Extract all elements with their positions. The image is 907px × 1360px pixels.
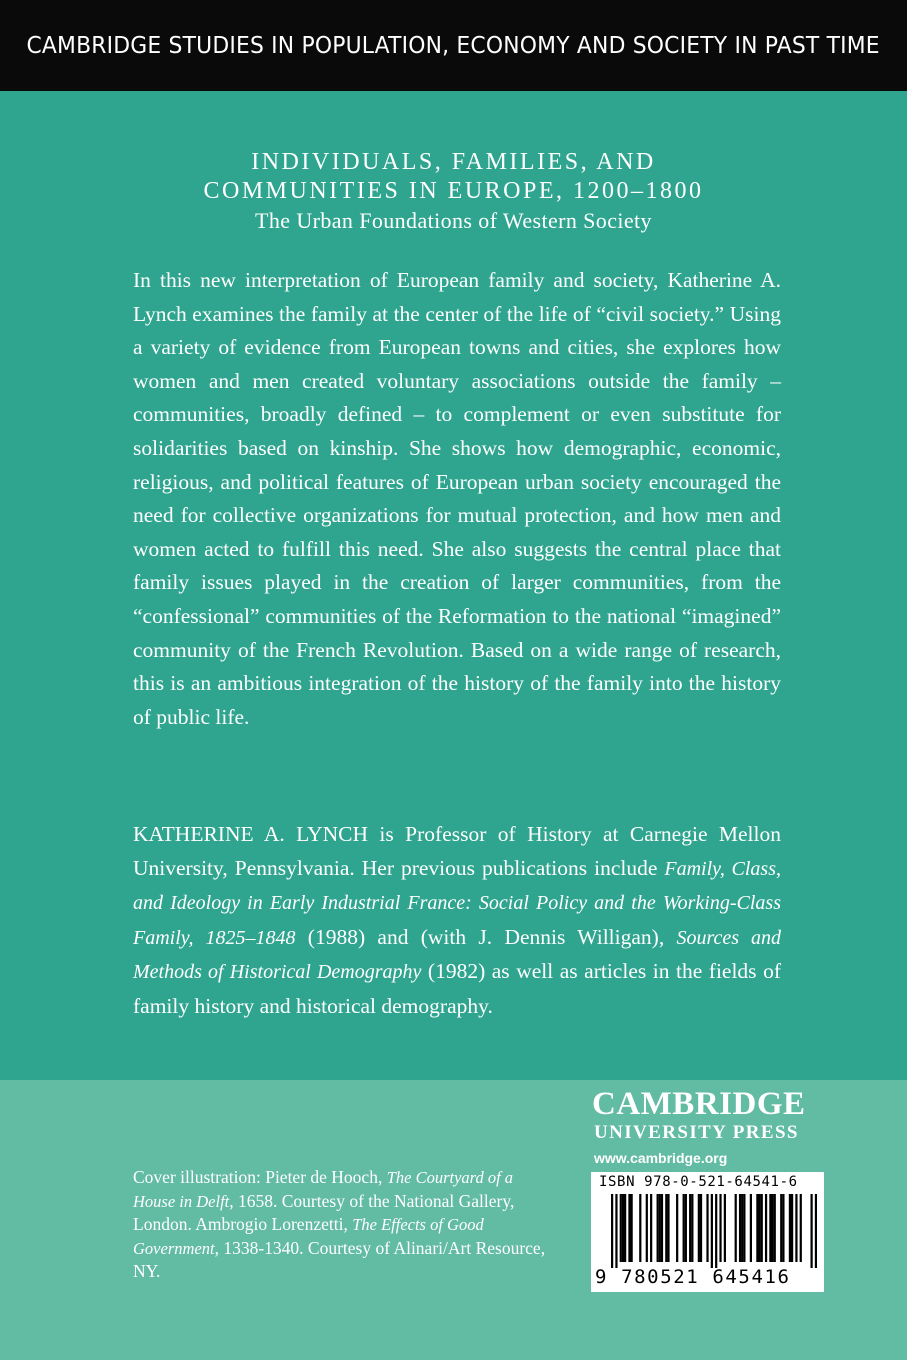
barcode-bar	[769, 1194, 771, 1262]
credits-painting-1: The Courtyard of a House in Delft	[133, 1168, 514, 1211]
credits-text-1: Cover illustration: Pieter de Hooch,	[133, 1167, 387, 1187]
barcode-bar	[711, 1194, 713, 1268]
barcode-bar	[815, 1194, 817, 1268]
book-subtitle: The Urban Foundations of Western Society	[255, 208, 652, 233]
series-banner	[0, 0, 907, 91]
barcode-bar	[780, 1194, 782, 1262]
barcode-bar	[789, 1194, 791, 1262]
bio-intro: KATHERINE A. LYNCH is Professor of History at Carnegie Mellon University, Pennsylvania. Her previous publications include	[133, 822, 781, 880]
book-title-line-2: COMMUNITIES IN EUROPE, 1200–1800	[203, 178, 704, 204]
credits-painting-2: The Effects of Good Government	[133, 1215, 484, 1258]
barcode-bar	[724, 1194, 726, 1262]
barcode-bar	[719, 1194, 721, 1262]
barcode-bar	[735, 1194, 737, 1262]
barcode-bar	[782, 1194, 784, 1262]
barcode-bar	[611, 1194, 613, 1268]
barcode-bar	[631, 1194, 633, 1262]
barcode-bar	[700, 1194, 702, 1262]
barcode-bar	[665, 1194, 667, 1262]
barcode-bar	[698, 1194, 700, 1262]
barcode-bar	[661, 1194, 663, 1262]
barcode-bar	[676, 1194, 678, 1262]
publisher-logo-sub: UNIVERSITY PRESS	[594, 1122, 799, 1143]
bio-mid: (1988) and (with J. Dennis Willigan),	[295, 924, 677, 949]
credits-text-3: , 1338-1340. Courtesy of Alinari/Art Resource, NY.	[133, 1237, 546, 1281]
barcode-bar	[750, 1194, 752, 1262]
bio-book-1: Family, Class, and Ideology in Early Industrial France: Social Policy and the Working-Class Family, 1825–1848	[133, 857, 782, 949]
book-description: In this new interpretation of European family and society, Katherine A. Lynch examines the family at the center of the life of “civil society.” Using a variety of evidence from European towns and cities, she explores how women and men created voluntary associations outside the family – communities, broadly defined – to complement or even substitute for solidarities based on kinship. She shows how demographic, economic, religious, and political features of European urban society encouraged the need for collective organizations for mutual protection, and how men and women acted to fulfill this need. She also suggests the central place that family issues played in the creation of larger communities, from the “confessional” communities of the Reformation to the national “imagined” community of the French Revolution. Based on a wide range of research, this is an ambitious integration of the history of the family into the history of public life.	[133, 268, 781, 729]
barcode-bar	[800, 1194, 802, 1262]
cover-credits	[133, 1166, 553, 1284]
isbn-label: ISBN 978-0-521-64541-6	[599, 1174, 798, 1190]
barcode-bar	[761, 1194, 763, 1262]
barcode-bar	[741, 1194, 743, 1262]
barcode-bar	[771, 1194, 773, 1262]
barcode-bar	[706, 1194, 708, 1262]
barcode-bar	[620, 1194, 622, 1262]
publisher-url[interactable]: www.cambridge.org	[594, 1150, 728, 1166]
publisher-logo-name: CAMBRIDGE	[592, 1086, 806, 1122]
barcode-bar	[791, 1194, 793, 1262]
barcode-bar	[657, 1194, 659, 1262]
barcode-block	[591, 1172, 824, 1292]
barcode-bar	[765, 1194, 767, 1262]
barcode-bar	[739, 1194, 741, 1262]
bio-book-2: Sources and Methods of Historical Demography	[133, 926, 782, 984]
ean-digits: 9 780521 645416	[595, 1266, 791, 1288]
barcode-bar	[691, 1194, 693, 1262]
series-title: CAMBRIDGE STUDIES IN POPULATION, ECONOMY AND SOCIETY IN PAST TIME	[26, 32, 881, 59]
author-bio	[133, 818, 781, 1024]
barcode-bar	[685, 1194, 687, 1262]
barcode-bars	[611, 1194, 817, 1268]
bio-end: (1982) as well as articles in the fields of family history and historical demography.	[133, 959, 781, 1018]
barcode-bar	[667, 1194, 669, 1262]
book-title-block	[0, 148, 907, 235]
barcode-bar	[756, 1194, 758, 1262]
barcode-bar	[646, 1194, 648, 1262]
barcode-bar	[622, 1194, 624, 1262]
barcode-bar	[715, 1194, 717, 1268]
barcode-bar	[628, 1194, 630, 1262]
barcode-bar	[758, 1194, 760, 1262]
barcode-bar	[795, 1194, 797, 1262]
barcode-bar	[689, 1194, 691, 1262]
barcode-bar	[615, 1194, 617, 1268]
barcode-bar	[639, 1194, 641, 1262]
book-title-line-1: INDIVIDUALS, FAMILIES, AND	[251, 149, 656, 175]
barcode-bar	[743, 1194, 745, 1262]
barcode-bar	[810, 1194, 812, 1268]
barcode-bar	[659, 1194, 661, 1262]
credits-text-2: , 1658. Courtesy of the National Gallery, London. Ambrogio Lorenzetti,	[133, 1190, 515, 1234]
barcode-bar	[650, 1194, 652, 1262]
barcode-bar	[774, 1194, 776, 1262]
barcode-bar	[683, 1194, 685, 1262]
barcode-bar	[624, 1194, 626, 1262]
